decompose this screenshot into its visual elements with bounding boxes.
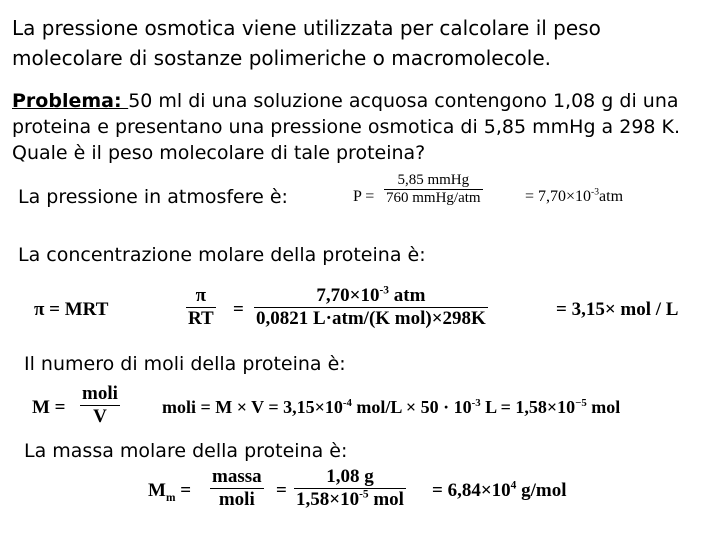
step4-f2-den-exponent: -5 xyxy=(359,488,369,501)
step1-denominator: 760 mmHg/atm xyxy=(386,190,481,206)
step3-exp-1: -4 xyxy=(342,397,352,409)
step2-fraction-2 xyxy=(254,285,488,330)
step4-f2-numerator: 1,08 g xyxy=(326,466,374,487)
step1-numerator: 5,85 mmHg xyxy=(397,172,470,188)
step1-result-mantissa: = 7,70×10 xyxy=(525,188,592,205)
intro-line-1: La pressione osmotica viene utilizzata per calcolare il peso xyxy=(12,16,601,40)
step2-f2-numerator xyxy=(314,285,427,307)
step3-expression xyxy=(162,397,620,418)
problem-line-1 xyxy=(12,90,679,112)
step2-label: La concentrazione molare della proteina è: xyxy=(18,244,426,266)
step3-part-2: mol/L × 50 · 10 xyxy=(351,397,472,417)
step1-result-exponent: -3 xyxy=(591,186,600,198)
step2-fraction-1 xyxy=(186,285,216,330)
step2-f1-numerator: π xyxy=(195,285,207,306)
step2-f2-num-exponent: -3 xyxy=(379,284,389,297)
problem-label: Problema: xyxy=(12,90,129,112)
step4-fraction-1 xyxy=(210,466,264,511)
equals-sign: = xyxy=(276,480,287,501)
step4-lhs: $M_m$ = xyxy=(148,480,192,504)
step4-result xyxy=(432,480,567,502)
step1-result-unit: atm xyxy=(599,188,624,205)
step4-f2-den-mantissa: 1,58×10 xyxy=(296,489,360,510)
step4-lhs-main: M xyxy=(148,480,166,501)
step1-result xyxy=(525,188,623,206)
problem-text-1: 50 ml di una soluzione acquosa contengono 1,08 g di una xyxy=(128,90,679,112)
step3-exp-3: −5 xyxy=(575,397,587,409)
step1-label: La pressione in atmosfere è: xyxy=(18,186,288,208)
step3-part-1: moli = M × V = 3,15×10 xyxy=(162,397,343,417)
step2-f2-num-mantissa: 7,70×10 xyxy=(316,285,380,306)
equals-sign: = xyxy=(233,299,244,320)
step4-f1-numerator: massa xyxy=(212,466,262,487)
step3-part-4: mol xyxy=(586,397,621,417)
step4-lhs-subscript: m xyxy=(165,491,176,504)
step2-f2-num-unit: atm xyxy=(389,285,426,306)
step4-result-unit: g/mol xyxy=(516,480,567,501)
step2-equation: π = MRT xyxy=(34,299,109,320)
step3-denominator: V xyxy=(93,406,107,427)
problem-line-3: Quale è il peso molecolare di tale proteina? xyxy=(12,142,426,164)
step4-result-mantissa: = 6,84×10 xyxy=(432,480,511,501)
step2-result: = 3,15× mol / L xyxy=(556,299,679,320)
step4-label: La massa molare della proteina è: xyxy=(24,440,348,462)
step2-f2-denominator: 0,0821 L·atm/(K mol)×298K xyxy=(256,308,486,329)
step3-fraction xyxy=(80,383,120,428)
step3-lhs: M = xyxy=(32,397,66,418)
step4-f1-denominator: moli xyxy=(218,489,255,510)
step4-f2-denominator xyxy=(294,489,406,511)
step3-numerator: moli xyxy=(82,383,118,404)
step1-lhs: P = xyxy=(353,188,375,205)
step3-exp-2: -3 xyxy=(471,397,481,409)
step4-result-exponent: 4 xyxy=(510,479,517,492)
step4-f2-den-unit: mol xyxy=(368,489,404,510)
step4-fraction-2 xyxy=(294,466,406,511)
step3-part-3: L = 1,58×10 xyxy=(480,397,576,417)
step1-fraction xyxy=(384,172,483,207)
problem-line-2: proteina e presentano una pressione osmotica di 5,85 mmHg a 298 K. xyxy=(12,116,681,138)
step3-label: Il numero di moli della proteina è: xyxy=(24,353,346,375)
intro-line-2: molecolare di sostanze polimeriche o macromolecole. xyxy=(12,46,552,70)
step2-f1-denominator: RT xyxy=(188,308,214,329)
